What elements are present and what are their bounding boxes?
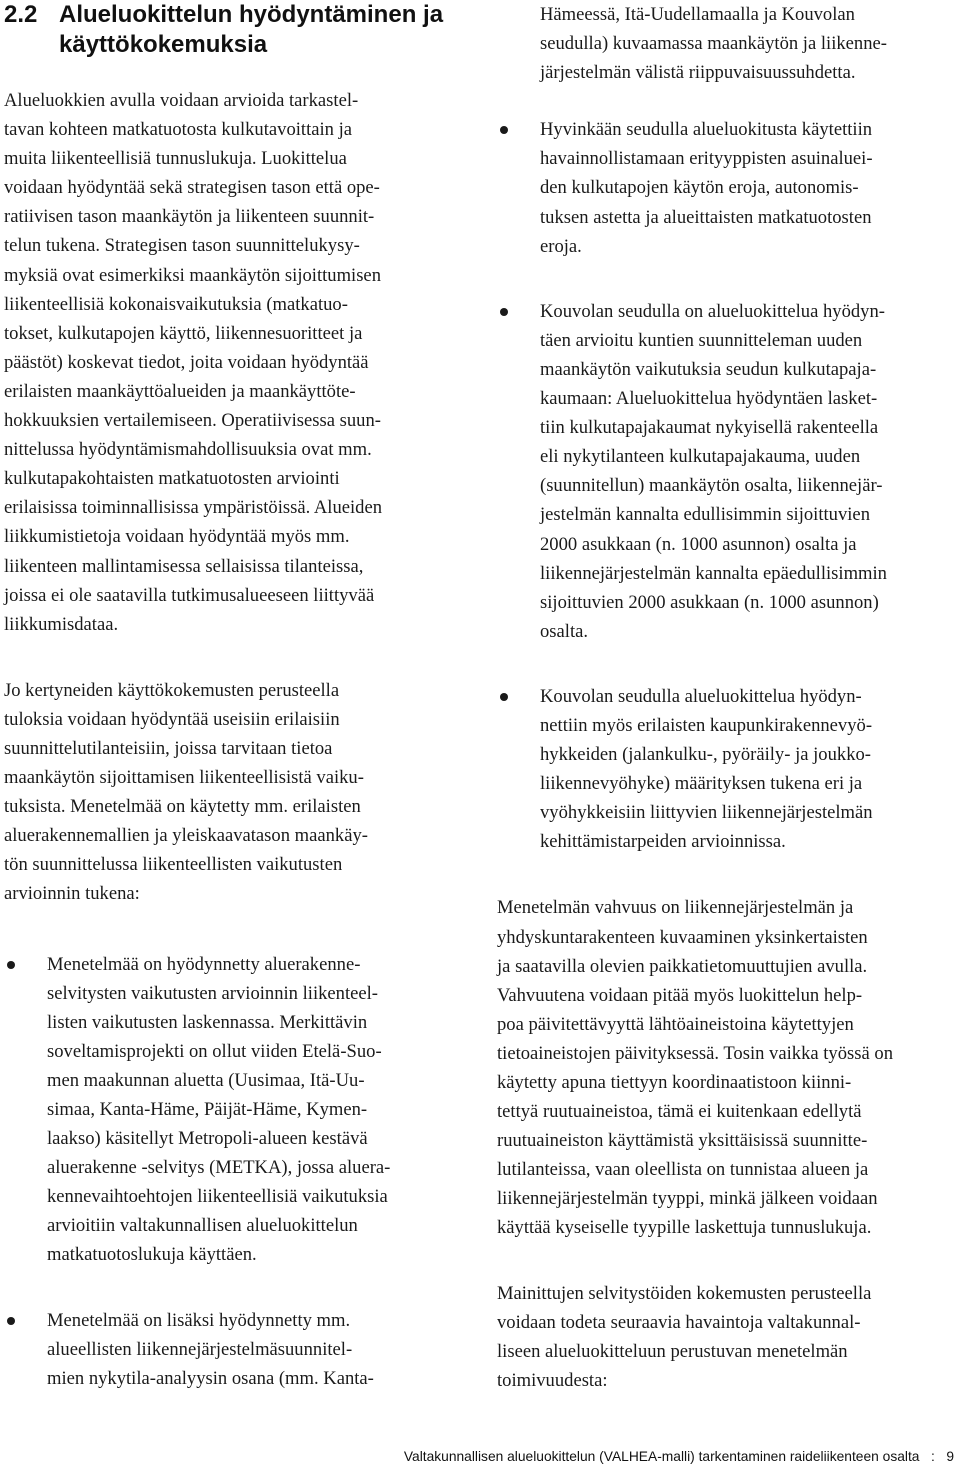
bullet-text: Kouvolan seudulla alueluokittelua hyödyn- nettiin myös erilaisten kaupunkirakennevyö- hykkeiden (jalankulku-, pyöräily- ja joukko- liikennevyöhyke) määrityksen tukena eri ja vyöhykkeisiin liittyvien liikennejärjestelmän kehittämistarpeiden arvioinnissa. xyxy=(540,685,873,853)
bullet-icon xyxy=(500,693,508,701)
section-number: 2.2 xyxy=(4,1,38,28)
page-footer xyxy=(0,1447,954,1467)
bullet-text: Hyvinkään seudulla alueluokitusta käytettiin havainnollistamaan erityyppisten asuinaluei- den kulkutapojen käytön eroja, autonomis- tuksen astetta ja alueittaisten matkatuotosten eroja. xyxy=(540,119,873,257)
bullet-text: Hämeessä, Itä-Uudellamaalla ja Kouvolan seudulla) kuvaamassa maankäytön ja liikenne- järjestelmän välistä riippuvaisuussuhdetta. xyxy=(540,4,887,84)
footer-separator: : xyxy=(930,1449,935,1464)
section-title-line-1: Alueluokittelun hyödyntäminen ja xyxy=(59,1,444,28)
footer-running-title: Valtakunnallisen alueluokittelun (VALHEA-malli) tarkentaminen raideliikenteen osalta xyxy=(403,1449,920,1464)
bullet-icon xyxy=(500,308,508,316)
intro-paragraph: Alueluokkien avulla voidaan arvioida tarkastel- tavan kohteen matkatuotosta kulkutavoittain ja muita liikenteellisiä tunnuslukuja. Luokittelua voidaan hyödyntää sekä strategisen tason että ope- ratiivisen tason maankäytön ja liikenteen suunnit- telun tukena. Strategisen tason suunnittelukysy- myksiä ovat esimerkiksi maankäytön sijoittumisen liikenteellisiä kokonaisvaikutuksia (matkatuo- tokset, kulkutapojen käyttö, liikennesuoritteet ja päästöt) koskevat tiedot, joita voidaan hyödyntää erilaisten maankäyttöalueiden ja maankäyttöte- hokkuuksien vertailemiseen. Operatiivisessa suun- nittelussa hyödyntämismahdollisuuksia ovat mm. kulkutapakohtaisten matkatuotosten arviointi erilaisissa toiminnallisissa ympäristöissä. Alueiden liikkumistietoja voidaan hyödyntää myös mm. liikenteen mallintamisessa sellaisissa tilanteissa, joissa ei ole saatavilla tutkimusalueeseen liittyvää liikkumisdataa. xyxy=(4,90,383,635)
left-column xyxy=(4,86,456,1393)
experience-paragraph: Jo kertyneiden käyttökokemusten perusteella tuloksia voidaan hyödyntää useisiin erilaisiin suunnittelutilanteisiin, joissa tarvitaan tietoa maankäytön sijoittamisen liikenteellisistä vaiku- tuksista. Menetelmää on käytetty mm. erilaisten aluerakennemallien ja yleiskaavatason maankäy- tön suunnittelussa liikenteellisten vaikutusten arvioinnin tukena: xyxy=(4,679,368,905)
findings-paragraph: Mainittujen selvitystöiden kokemusten perusteella voidaan todeta seuraavia havaintoja valtakunnal- liseen alueluokitteluun perustuvan menetelmän toimivuudesta: xyxy=(497,1282,872,1391)
section-title-line-2: käyttökokemuksia xyxy=(59,31,268,58)
bullet-icon xyxy=(7,1317,15,1325)
strengths-paragraph: Menetelmän vahvuus on liikennejärjestelmän ja yhdyskuntarakenteen kuvaaminen yksinkertaisten ja saatavilla olevien paikkatietomuuttujien avulla. Vahvuutena voidaan pitää myös luokittelun help- poa päivitettävyyttä lähtöaineistoina käytettyjen tietoaineistojen päivityksessä. Tosin vaikka työssä on käytetty apuna tiettyyn koordinaatistoon kiinni- tettyä ruutuaineistoa, tämä ei kuitenkaan edellytä ruutuaineiston käyttämistä yksittäisissä suunnitte- lutilanteissa, vaan oleellista on tunnistaa alueen ja liikennejärjestelmän tyyppi, minkä jälkeen voidaan käyttää kyseiselle tyypille laskettuja tunnuslukuja. xyxy=(497,897,893,1239)
section-heading xyxy=(4,0,444,60)
list-item-continued xyxy=(497,0,959,87)
bullet-text: Menetelmää on hyödynnetty aluerakenne- selvitysten vaikutusten arvioinnin liikenteel- listen vaikutusten laskennassa. Merkittävin soveltamisprojekti on ollut viiden Etelä-Suo- men maakunnan aluetta (Uusimaa, Itä-Uu- simaa, Kanta-Häme, Päijät-Häme, Kymen- laakso) käsitellyt Metropoli-alueen kestävä aluerakenne -selvitys (METKA), jossa aluera- kennevaihtoehtojen liikenteellisiä vaikutuksia arvioitiin valtakunnallisen alueluokittelun matkatuotoslukuja käyttäen. xyxy=(47,953,391,1266)
bullet-icon xyxy=(7,961,15,969)
list-item xyxy=(497,682,959,857)
page-number: 9 xyxy=(946,1449,954,1464)
bullet-icon xyxy=(500,126,508,134)
bullet-text: Kouvolan seudulla on alueluokittelua hyödyn- täen arvioitu kuntien suunnitteleman uuden maankäytön vaikutuksia seudun kulkutapaja- kaumaan: Alueluokittelua hyödyntäen lasket- tiin kulkutapajakaumat nykyisellä rakenteella eli nykytilanteen kulkutapajakauma, uuden (suunnitellun) maankäytön osalta, liikennejär- jestelmän kannalta edullisimmin sijoittuvien 2000 asukkaan (n. 1000 asunnon) osalta ja liikennejärjestelmän kannalta epäedullisimmin sijoittuvien 2000 asukkaan (n. 1000 asunnon) osalta. xyxy=(540,300,887,642)
list-item xyxy=(497,297,959,646)
right-column xyxy=(497,0,959,1395)
list-item xyxy=(4,1306,456,1393)
list-item xyxy=(497,115,959,260)
bullet-text: Menetelmää on lisäksi hyödynnetty mm. alueellisten liikennejärjestelmäsuunnitel- mien nykytila-analyysin osana (mm. Kanta- xyxy=(47,1309,374,1389)
list-item xyxy=(4,950,456,1270)
